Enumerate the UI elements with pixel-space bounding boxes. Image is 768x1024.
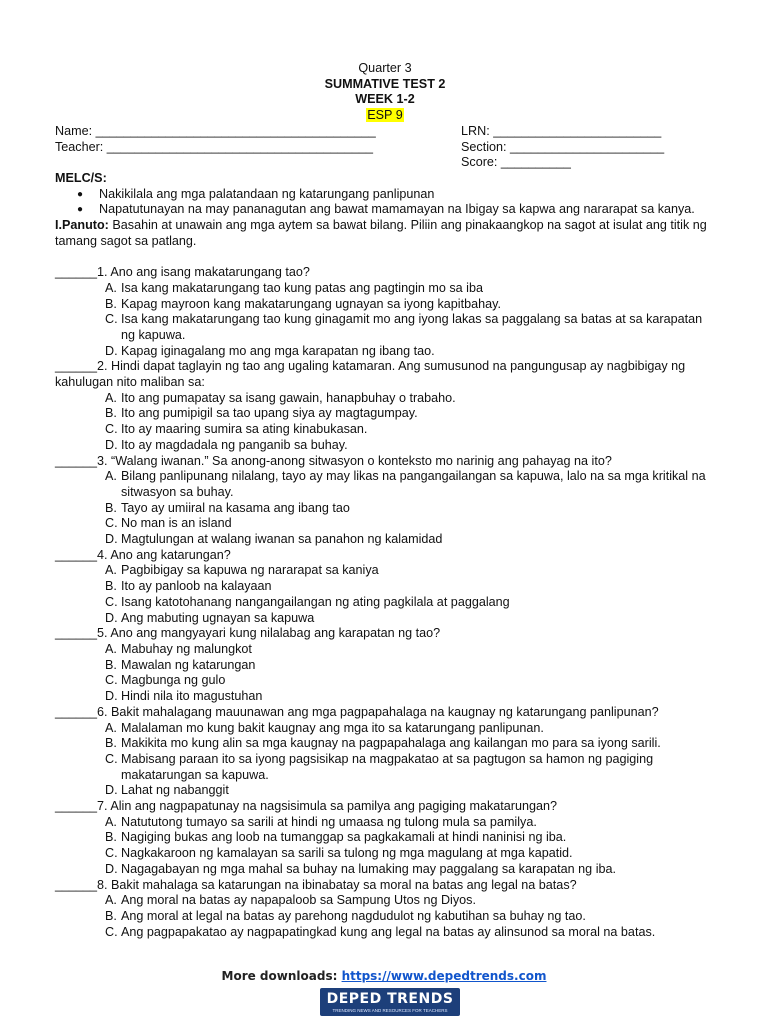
choice-letter: C.: [105, 516, 118, 531]
answer-choice: [105, 721, 715, 737]
choice-text: Isa kang makatarungang tao kung patas ang pagtingin mo sa iba: [121, 280, 483, 295]
choice-letter: D.: [105, 861, 118, 876]
choice-letter: B.: [105, 657, 117, 672]
footer: [0, 969, 768, 985]
choice-text: Ang mabuting ugnayan sa kapuwa: [121, 610, 315, 625]
answer-choice: [105, 815, 715, 831]
choice-list: [55, 563, 715, 626]
answer-choice: [105, 516, 715, 532]
choice-letter: A.: [105, 469, 117, 484]
choice-text: Ito ang pumipigil sa tao upang siya ay magtagumpay.: [121, 406, 418, 421]
name-row: [55, 124, 715, 140]
deped-trends-logo: [320, 988, 460, 1016]
answer-choice: [105, 689, 715, 705]
choice-list: [55, 391, 715, 454]
choice-text: Tayo ay umiiral na kasama ang ibang tao: [121, 500, 350, 515]
answer-choice: [105, 422, 715, 438]
instructions-text: Basahin at unawain ang mga aytem sa bawat bilang. Piliin ang pinakaangkop na sagot at isulat ang titik ng tamang sagot sa patlang.: [55, 218, 707, 248]
choice-text: Malalaman mo kung bakit kaugnay ang mga ito sa katarungang panlipunan.: [121, 720, 544, 735]
choice-text: No man is an island: [121, 516, 232, 531]
logo-tagline: TRENDING NEWS AND RESOURCES FOR TEACHERS: [332, 1008, 448, 1013]
choice-letter: A.: [105, 642, 117, 656]
question-list: [55, 265, 715, 940]
score-field[interactable]: Score: __________: [461, 155, 571, 170]
lrn-field[interactable]: LRN: ________________________: [461, 123, 662, 138]
choice-list: [55, 281, 715, 360]
question-2: ______2. Hindi dapat taglayin ng tao ang ugaling katamaran. Ang sumusunod na pangungusap ay nagbibigay ng kahulugan nito maliban sa:: [55, 359, 686, 390]
answer-choice: [105, 344, 715, 360]
choice-text: Hindi nila ito magustuhan: [121, 689, 263, 704]
melc-item: ● Napatutunayan na may pananagutan ang bawat mamamayan na Ibigay sa kapwa ang nararapat sa kanya.: [99, 202, 715, 218]
choice-letter: C.: [105, 673, 118, 688]
answer-choice: [105, 406, 715, 422]
choice-text: Ito ay maaring sumira sa ating kinabukasan.: [121, 422, 368, 437]
answer-choice: [105, 297, 715, 313]
choice-text: Isang katotohanang nangangailangan ng ating pagkilala at paggalang: [121, 594, 510, 609]
answer-choice: [105, 783, 715, 799]
question-8: ______8. Bakit mahalaga sa katarungan na ibinabatay sa moral na batas ang legal na batas?: [55, 877, 577, 892]
footer-label: More downloads:: [221, 969, 342, 983]
choice-letter: B.: [105, 830, 117, 845]
subject-label: [55, 108, 715, 124]
answer-choice: [105, 909, 715, 925]
question-6: ______6. Bakit mahalagang mauunawan ang mga pagpapahalaga na kaugnay ng katarungang panlipunan?: [55, 704, 659, 719]
instructions: [55, 218, 715, 249]
choice-letter: B.: [105, 579, 117, 594]
answer-choice: [105, 862, 715, 878]
choice-letter: C.: [105, 924, 118, 939]
name-field[interactable]: Name: ________________________________________: [55, 123, 376, 138]
choice-letter: D.: [105, 610, 118, 625]
choice-list: [55, 642, 715, 705]
choice-text: Magbunga ng gulo: [121, 673, 226, 688]
choice-text: Pagbibigay sa kapuwa ng nararapat sa kaniya: [121, 563, 379, 578]
answer-choice: [105, 438, 715, 454]
question-7: ______7. Alin ang nagpapatunay na nagsisimula sa pamilya ang pagiging makatarungan?: [55, 799, 558, 814]
answer-choice: [105, 893, 715, 909]
choice-text: Ang pagpapakatao ay nagpapatingkad kung ang legal na batas ay alinsunod sa moral na batas.: [121, 924, 656, 939]
choice-text: Nagkakaroon ng kamalayan sa sarili sa tulong ng mga magulang at mga kapatid.: [121, 846, 573, 861]
choice-text: Ito ang pumapatay sa isang gawain, hanapbuhay o trabaho.: [121, 390, 456, 405]
choice-list: [55, 469, 715, 548]
choice-text: Makikita mo kung alin sa mga kaugnay na pagpapahalaga ang kailangan mo para sa iyong sarili.: [121, 736, 661, 751]
choice-letter: D.: [105, 689, 118, 704]
choice-letter: C.: [105, 846, 118, 861]
question-3: ______3. “Walang iwanan.” Sa anong-anong sitwasyon o konteksto mo narinig ang pahayag na ito?: [55, 453, 612, 468]
answer-choice: [105, 658, 715, 674]
answer-choice: [105, 830, 715, 846]
choice-text: Mabuhay ng malungkot: [121, 642, 252, 656]
melc-list: [55, 187, 715, 218]
choice-letter: D.: [105, 783, 118, 798]
choice-text: Ang moral at legal na batas ay parehong nagdudulot ng kabutihan sa buhay ng tao.: [121, 908, 586, 923]
teacher-field[interactable]: Teacher: ______________________________________: [55, 139, 373, 154]
choice-text: Isa kang makatarungang tao kung ginagamit mo ang iyong lakas sa paggalang sa batas at sa karapatan ng kapuwa.: [121, 312, 703, 342]
choice-list: [55, 815, 715, 878]
choice-text: Mawalan ng katarungan: [121, 657, 256, 672]
section-field[interactable]: Section: ______________________: [461, 139, 665, 154]
choice-letter: C.: [105, 594, 118, 609]
choice-letter: A.: [105, 563, 117, 578]
worksheet-page: [55, 61, 715, 940]
choice-letter: A.: [105, 390, 117, 405]
choice-text: Ang moral na batas ay napapaloob sa Sampung Utos ng Diyos.: [121, 893, 476, 908]
choice-text: Mabisang paraan ito sa iyong pagsisikap na magpakatao at sa pagtugon sa hamon ng pagiging makatarungan sa kapuwa.: [121, 751, 654, 782]
teacher-row: [55, 140, 715, 156]
answer-choice: [105, 736, 715, 752]
choice-letter: B.: [105, 736, 117, 751]
choice-letter: A.: [105, 280, 117, 295]
answer-choice: [105, 501, 715, 517]
answer-choice: [105, 391, 715, 407]
instructions-label: I.Panuto:: [55, 218, 109, 233]
choice-letter: D.: [105, 343, 118, 358]
test-title: SUMMATIVE TEST 2: [324, 76, 446, 91]
choice-text: Bilang panlipunang nilalang, tayo ay may likas na pangangailangan sa kapuwa, lalo na sa mga kritikal na sitwasyon sa buhay.: [121, 469, 706, 499]
answer-choice: [105, 595, 715, 611]
answer-choice: [105, 752, 715, 783]
answer-choice: [105, 532, 715, 548]
choice-text: Nagagabayan ng mga mahal sa buhay na lumaking may paggalang sa karapatan ng iba.: [121, 861, 616, 876]
choice-letter: B.: [105, 296, 117, 311]
melc-item: ● Nakikilala ang mga palatandaan ng katarungang panlipunan: [99, 187, 715, 203]
choice-text: Magtulungan at walang iwanan sa panahon ng kalamidad: [121, 532, 443, 547]
choice-text: Ito ay magdadala ng panganib sa buhay.: [121, 437, 348, 452]
answer-choice: [105, 642, 715, 658]
logo-text: DEPED TRENDS: [326, 991, 454, 1007]
subject-highlight: ESP 9: [367, 108, 403, 123]
question-1: ______1. Ano ang isang makatarungang tao?: [55, 265, 310, 280]
choice-text: Nagiging bukas ang loob na tumanggap sa pagkakamali at hindi naninisi ng iba.: [121, 830, 567, 845]
choice-letter: C.: [105, 751, 118, 766]
choice-letter: D.: [105, 532, 118, 547]
choice-text: Ito ay panloob na kalayaan: [121, 579, 272, 594]
question-4: ______4. Ano ang katarungan?: [55, 547, 231, 562]
choice-letter: C.: [105, 312, 118, 327]
choice-list: [55, 893, 715, 940]
choice-text: Kapag mayroon kang makatarungang ugnayan sa iyong kapitbahay.: [121, 296, 501, 311]
choice-letter: D.: [105, 437, 118, 452]
answer-choice: [105, 469, 715, 500]
question-5: ______5. Ano ang mangyayari kung nilalabag ang karapatan ng tao?: [55, 626, 441, 641]
choice-letter: B.: [105, 908, 117, 923]
choice-letter: B.: [105, 500, 117, 515]
choice-letter: A.: [105, 893, 117, 908]
choice-letter: B.: [105, 406, 117, 421]
choice-text: Kapag iginagalang mo ang mga karapatan ng ibang tao.: [121, 343, 435, 358]
footer-link[interactable]: https://www.depedtrends.com: [341, 969, 547, 983]
answer-choice: [105, 846, 715, 862]
choice-text: Lahat ng nabanggit: [121, 783, 229, 798]
answer-choice: [105, 611, 715, 627]
choice-letter: A.: [105, 814, 117, 829]
answer-choice: [105, 563, 715, 579]
choice-letter: A.: [105, 720, 117, 735]
answer-choice: [105, 925, 715, 941]
choice-letter: C.: [105, 422, 118, 437]
quarter-label: Quarter 3: [358, 61, 412, 75]
choice-text: Natututong tumayo sa sarili at hindi ng umaasa ng tulong mula sa pamilya.: [121, 814, 537, 829]
answer-choice: [105, 579, 715, 595]
answer-choice: [105, 673, 715, 689]
score-row: [55, 155, 715, 171]
answer-choice: [105, 312, 715, 343]
melc-title: MELC/S:: [55, 170, 107, 185]
choice-list: [55, 721, 715, 800]
week-label: WEEK 1-2: [355, 92, 415, 107]
answer-choice: [105, 281, 715, 297]
